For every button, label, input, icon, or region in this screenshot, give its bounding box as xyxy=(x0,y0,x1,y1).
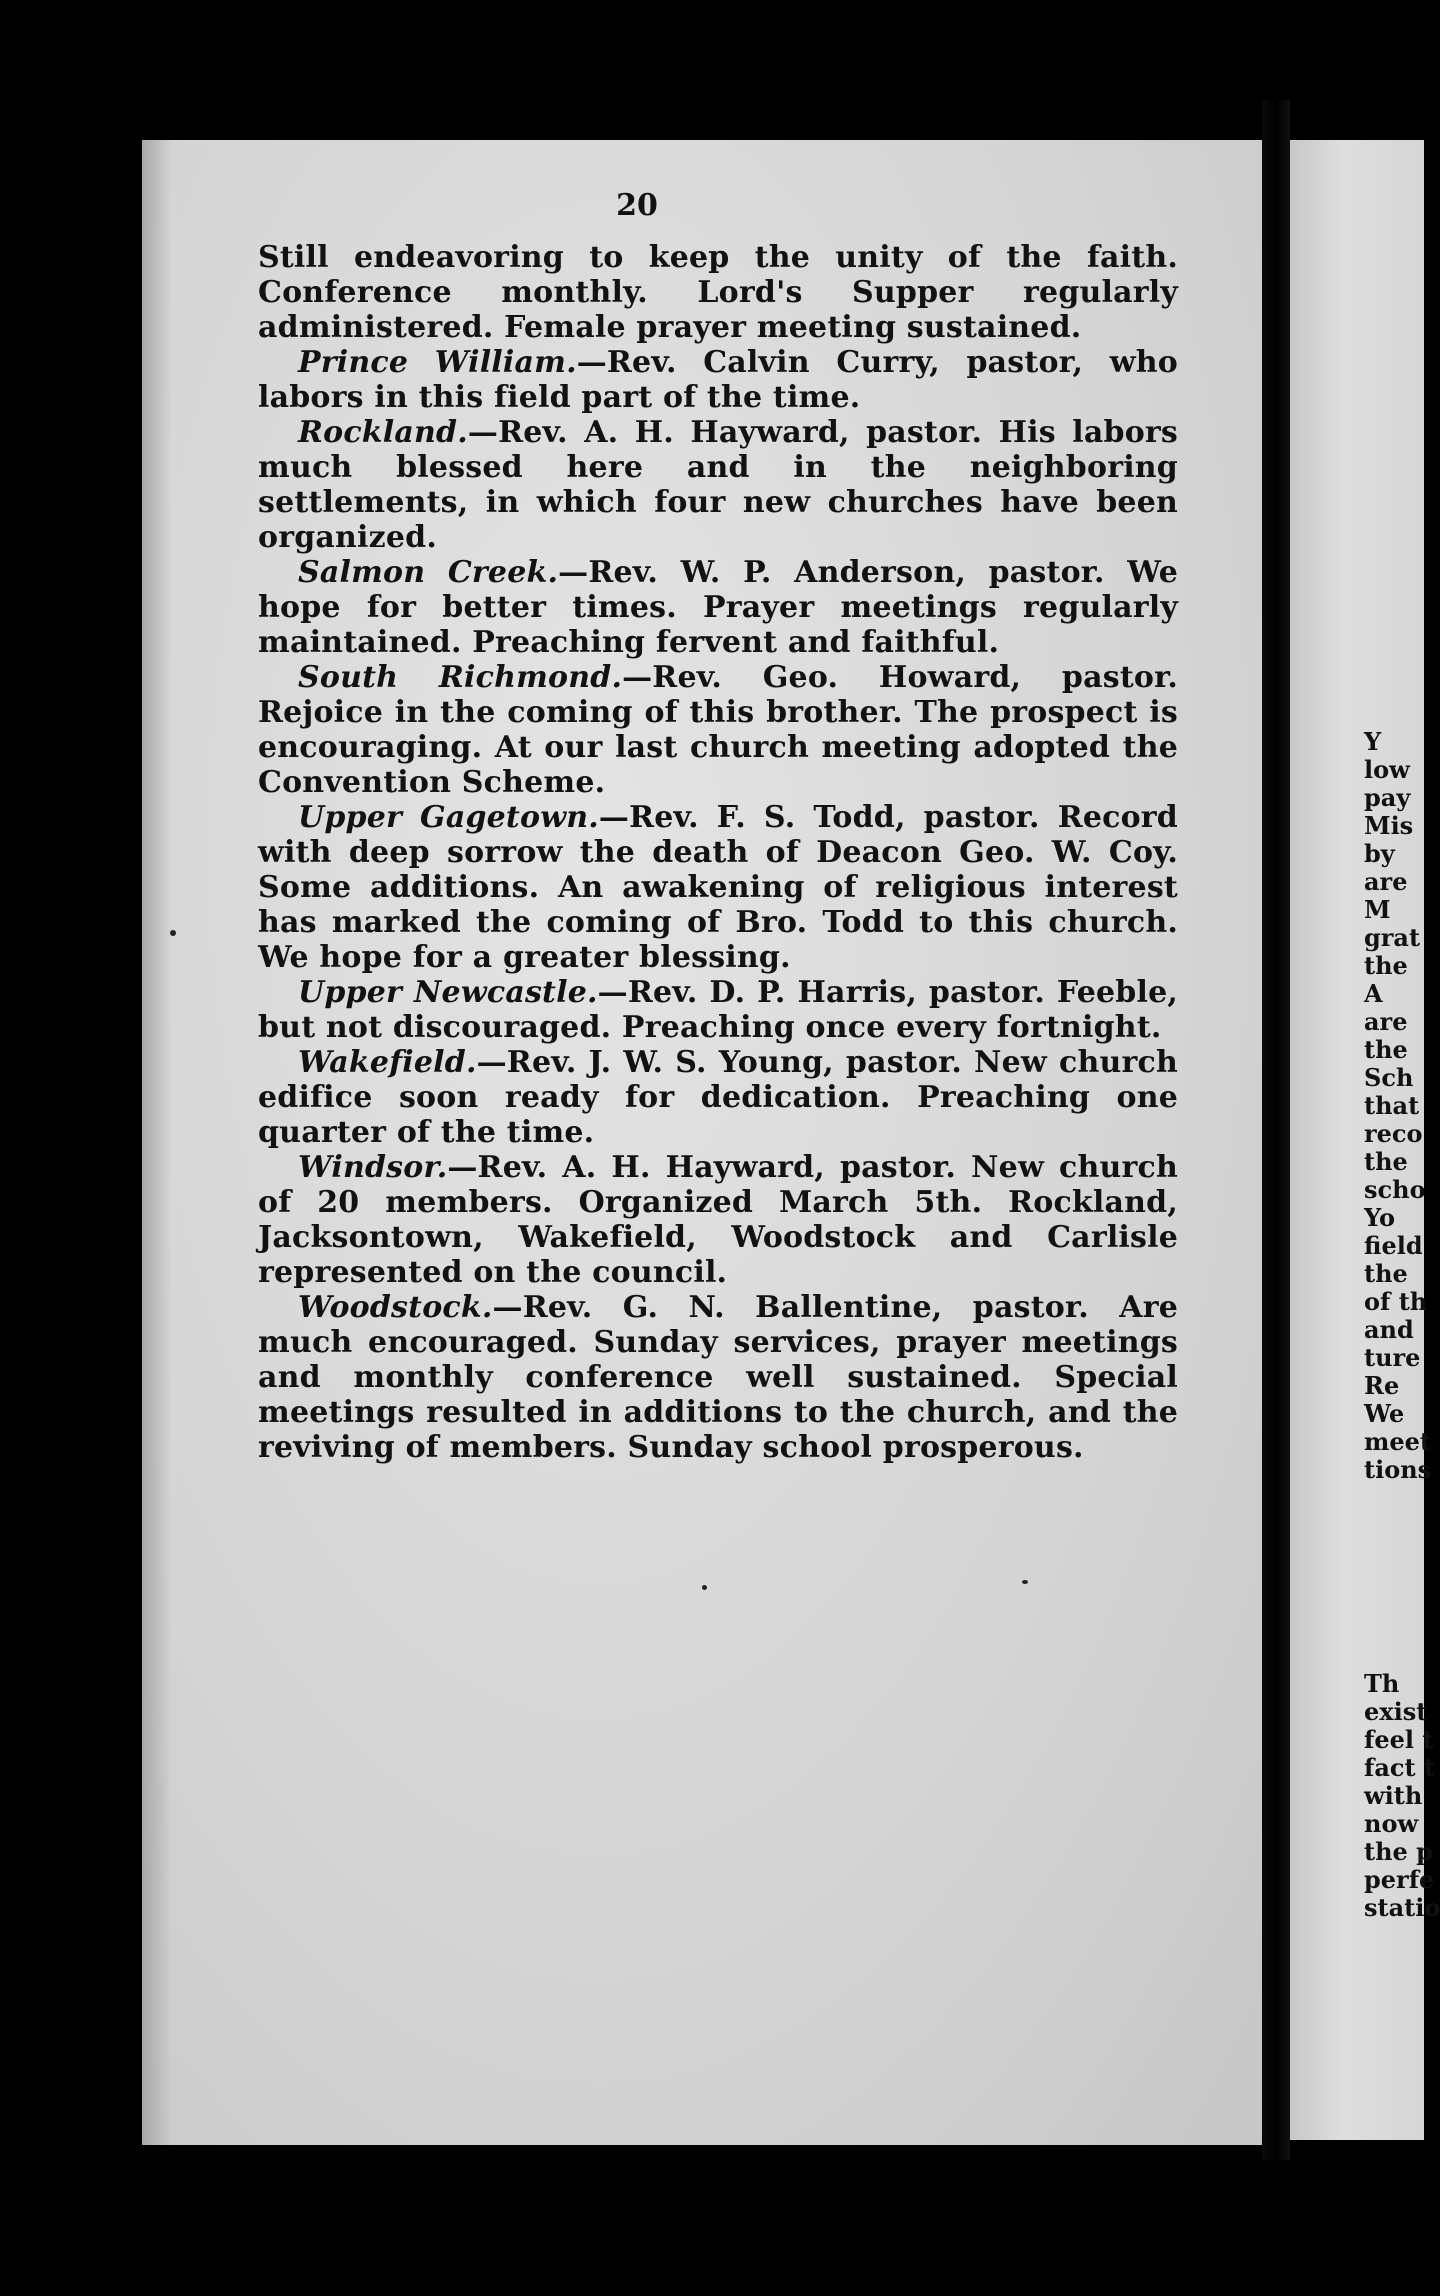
right-page-text-upper: Y low pay Mis by are M grat the A are the Sch that reco the scho Yo field the of th and ture Re We meet tions xyxy=(1364,727,1432,1484)
church-name: Windsor. xyxy=(298,1150,448,1185)
right-page-text-lower: Th exist feel t fact t with now the p perfe statio xyxy=(1364,1669,1440,1922)
church-name: Upper Gagetown. xyxy=(298,800,599,835)
church-entry xyxy=(258,1045,1178,1150)
ink-speck xyxy=(702,1585,707,1590)
church-report: —Rev. J. W. S. Young, pastor. New church edifice soon ready for dedication. Preaching one quarter of the time. xyxy=(258,1045,1178,1150)
church-name: Rockland. xyxy=(298,415,468,450)
church-name: Upper Newcastle. xyxy=(298,975,598,1010)
church-report: —Rev. A. H. Hayward, pastor. His labors much blessed here and in the neighboring settlements, in which four new churches have been organized. xyxy=(258,415,1178,555)
church-name: Wakefield. xyxy=(298,1045,477,1080)
ink-speck xyxy=(170,930,176,936)
church-entry xyxy=(258,660,1178,800)
church-name: Salmon Creek. xyxy=(298,555,559,590)
report-text xyxy=(258,240,1178,1465)
report-paragraph xyxy=(258,240,1178,345)
church-entry xyxy=(258,555,1178,660)
page-number: 20 xyxy=(616,188,658,223)
church-entry xyxy=(258,975,1178,1045)
church-report: —Rev. D. P. Harris, pastor. Feeble, but not discouraged. Preaching once every fortnight. xyxy=(258,975,1178,1045)
paragraph-text: Still endeavoring to keep the unity of the faith. Conference monthly. Lord's Supper regularly administered. Female prayer meeting sustained. xyxy=(258,240,1178,345)
church-report: —Rev. G. N. Ballentine, pastor. Are much encouraged. Sunday services, prayer meetings and monthly conference well sustained. Special meetings resulted in additions to the church, and the reviving of members. Sunday school prosperous. xyxy=(258,1290,1178,1465)
church-report: —Rev. W. P. Anderson, pastor. We hope for better times. Prayer meetings regularly maintained. Preaching fervent and faithful. xyxy=(258,555,1178,660)
church-name: South Richmond. xyxy=(298,660,623,695)
church-entry xyxy=(258,1150,1178,1290)
church-name: Prince William. xyxy=(298,345,577,380)
church-name: Woodstock. xyxy=(298,1290,493,1325)
church-report: —Rev. Calvin Curry, pastor, who labors in this field part of the time. xyxy=(258,345,1178,415)
church-entry xyxy=(258,345,1178,415)
church-report: —Rev. A. H. Hayward, pastor. New church of 20 members. Organized March 5th. Rockland, Jacksontown, Wakefield, Woodstock and Carlisle represented on the council. xyxy=(258,1150,1178,1290)
church-report: —Rev. F. S. Todd, pastor. Record with deep sorrow the death of Deacon Geo. W. Coy. Some additions. An awakening of religious interest has marked the coming of Bro. Todd to this church. We hope for a greater blessing. xyxy=(258,800,1178,975)
ink-speck xyxy=(1022,1580,1028,1584)
book-gutter xyxy=(1262,100,1290,2160)
church-entry xyxy=(258,415,1178,555)
church-entry xyxy=(258,1290,1178,1465)
church-entry xyxy=(258,800,1178,975)
church-report: —Rev. Geo. Howard, pastor. Rejoice in the coming of this brother. The prospect is encouraging. At our last church meeting adopted the Convention Scheme. xyxy=(258,660,1178,800)
left-page xyxy=(142,140,1282,2145)
